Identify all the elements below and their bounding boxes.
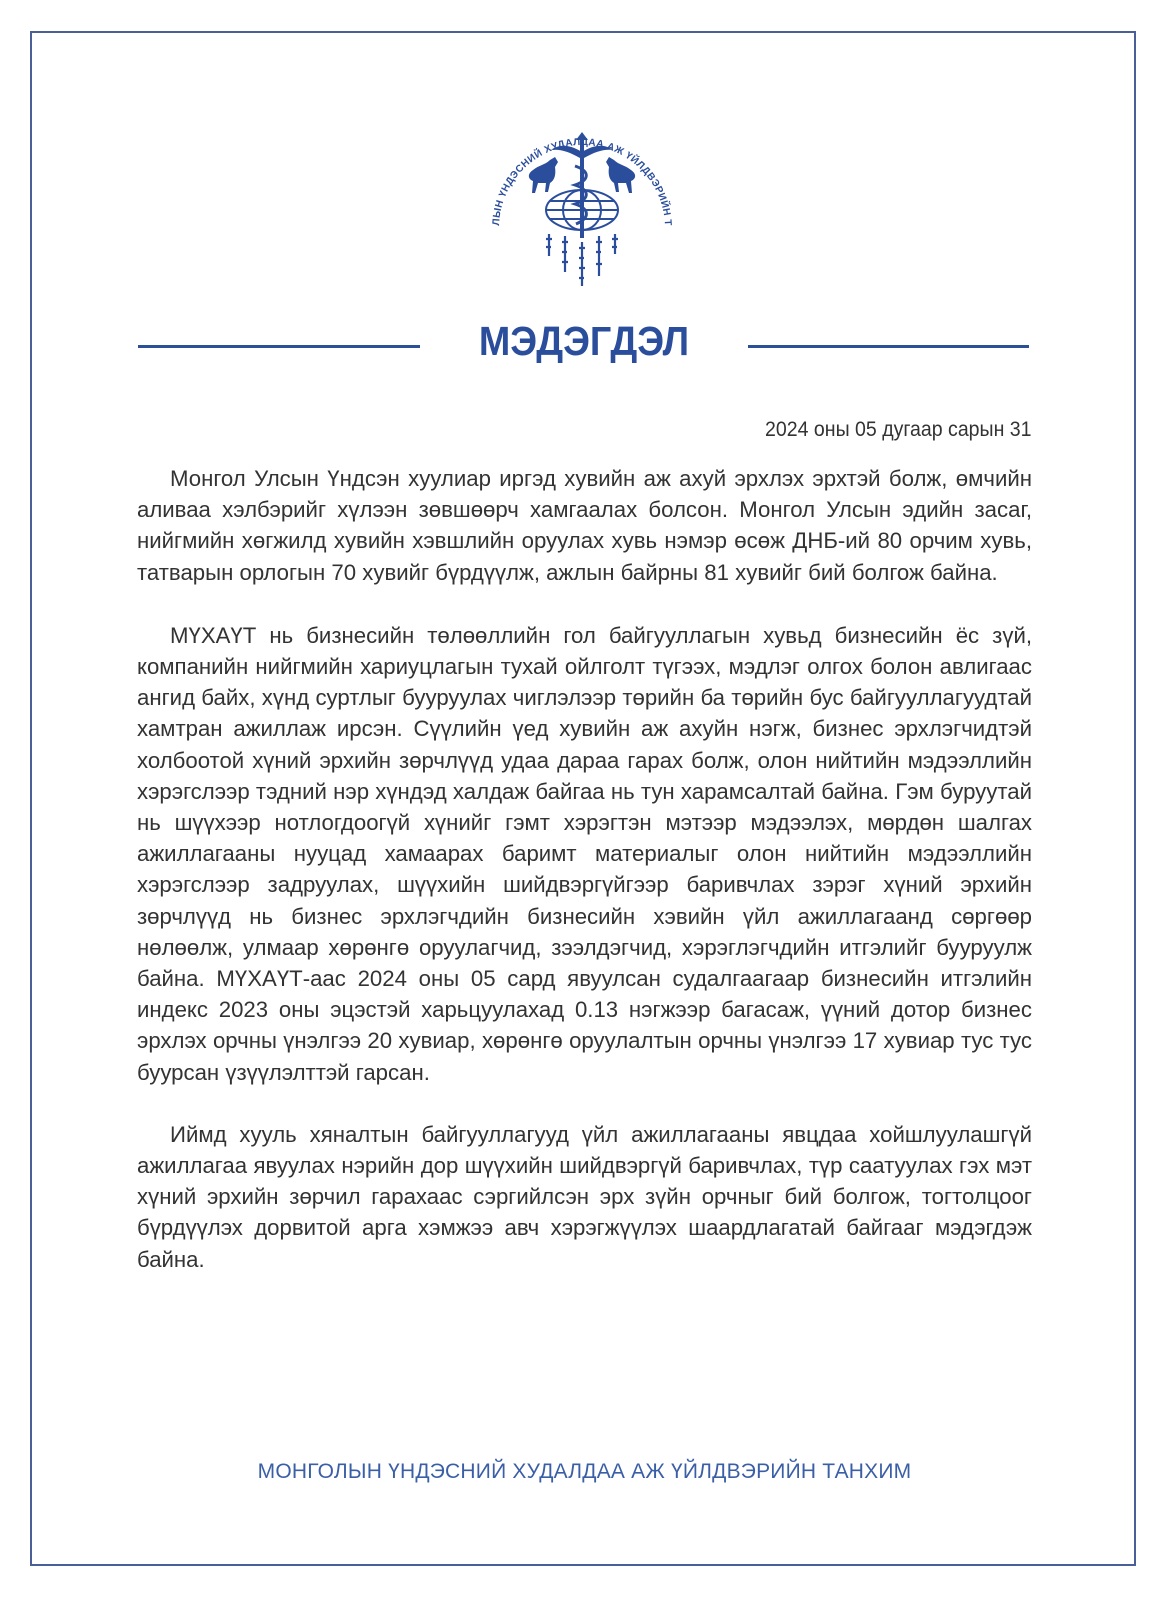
document-date: 2024 оны 05 дугаар сарын 31 bbox=[765, 418, 1032, 441]
body-paragraph: Иймд хууль хяналтын байгууллагууд үйл ажиллагааны явцдаа хойшлуулашгүй ажиллагаа явуулах нэрийн дор шүүхийн шийдвэргүй баривчлах, түр саатуулах гэх мэт хүний эрхийн зөрчил гарахаас сэргийлсэн эрх зүйн орчныг бий болгож, тогтолцоог бүрдүүлэх дорвитой арга хэмжээ авч хэрэгжүүлэх шаардлагатай байгааг мэдэгдэж байна. bbox=[137, 1121, 1032, 1272]
statement-body bbox=[137, 463, 1032, 1307]
body-paragraph: Монгол Улсын Үндсэн хуулиар иргэд хувийн аж ахуй эрхлэх эрхтэй болж, өмчийн аливаа хэлбэрийг хүлээн зөвшөөрч хамгаалах болсон. Монгол Улсын эдийн засаг, нийгмийн хөгжилд хувийн хэвшлийн оруулах хувь нэмэр өсөж ДНБ-ий 80 орчим хувь, татварын орлогын 70 хувийг бүрдүүлж, ажлын байрны 81 хувийг бий болгож байна. bbox=[137, 466, 1032, 585]
logo-ring-text: МОНГОЛЫН ҮНДЭСНИЙ ХУДАЛДАА АЖ ҮЙЛДВЭРИЙН ТАНХИМ bbox=[482, 88, 673, 226]
page-title: МЭДЭГДЭЛ bbox=[478, 318, 690, 364]
title-rule-right bbox=[748, 345, 1029, 348]
title-rule-left bbox=[138, 345, 420, 348]
body-paragraph: МҮХАҮТ нь бизнесийн төлөөллийн гол байгууллагын хувьд бизнесийн ёс зүй, компанийн нийгмийн хариуцлагын тухай ойлголт түгээх, мэдлэг олгох болон авлигаас ангид байх, хүнд суртлыг бууруулах чиглэлээр төрийн ба төрийн бус байгууллагуудтай хамтран ажиллаж ирсэн. Сүүлийн үед хувийн аж ахуйн нэгж, бизнес эрхлэгчидтэй холбоотой хүний эрхийн зөрчлүүд удаа дараа гарах болж, олон нийтийн мэдээллийн хэрэгслээр тэдний нэр хүндэд халдаж байгаа нь тун харамсалтай байна. Гэм буруутай нь шүүхээр нотлогдоогүй хүнийг гэмт хэрэгтэн мэтээр мэдээлэх, мөрдөн шалгах ажиллагааны нууцад хамаарах баримт материалыг олон нийтийн мэдээллийн хэрэгслээр задруулах, шүүхийн шийдвэргүйгээр баривчлах зэрэг хүний эрхийн зөрчлүүд нь бизнес эрхлэгчдийн бизнесийн хэвийн үйл ажиллагаанд сөргөөр нөлөөлж, улмаар хөрөнгө оруулагчид, зээлдэгчид, хэрэглэгчдийн итгэлийг бууруулж байна. МҮХАҮТ-аас 2024 оны 05 сард явуулсан судалгаагаар бизнесийн итгэлийн индекс 2023 оны эцэстэй харьцуулахад 0.13 нэгжээр багасаж, үүний дотор бизнес эрхлэх орчны үнэлгээ 20 хувиар, хөрөнгө оруулалтын орчны үнэлгээ 17 хувиар тус тус буурсан үзүүлэлттэй гарсан. bbox=[137, 622, 1032, 1085]
chamber-logo bbox=[482, 88, 677, 292]
organization-signature: МОНГОЛЫН ҮНДЭСНИЙ ХУДАЛДАА АЖ ҮЙЛДВЭРИЙН ТАНХИМ bbox=[257, 1460, 912, 1483]
mongolian-script-mark bbox=[546, 234, 618, 286]
